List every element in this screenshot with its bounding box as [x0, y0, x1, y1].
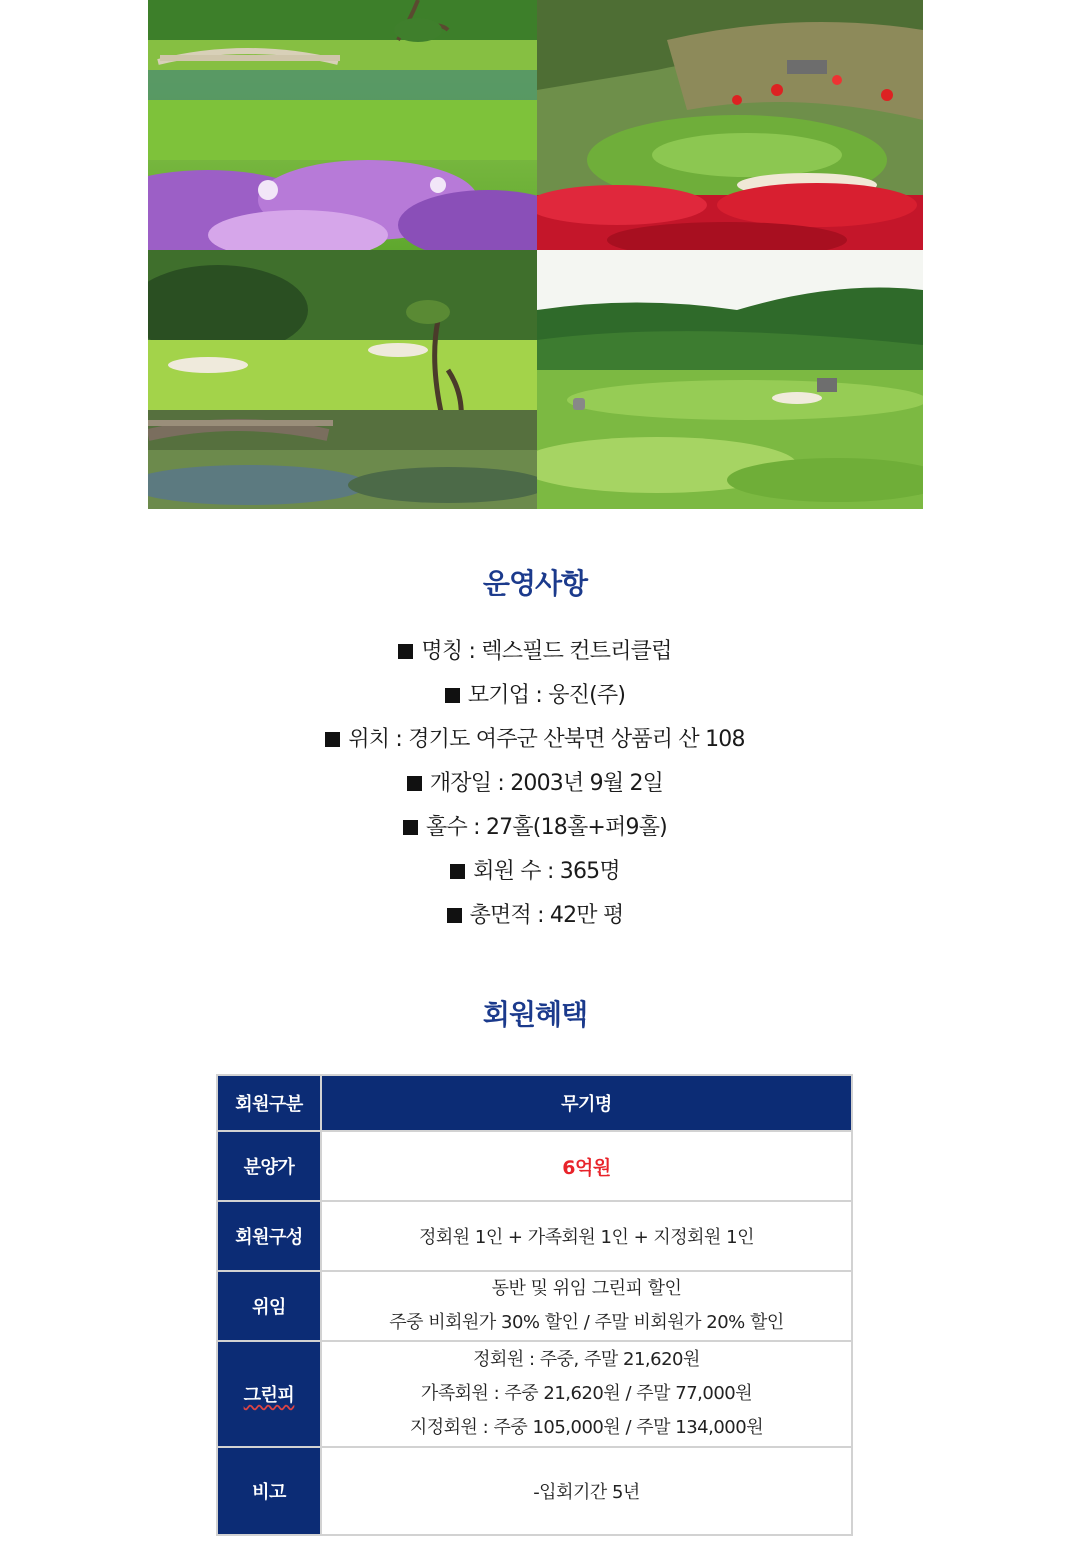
table-row [217, 1131, 852, 1201]
table-header-value: 무기명 [321, 1075, 852, 1131]
greenfee-cell [321, 1341, 852, 1447]
greenfee-line: 가족회원 : 주중 21,620원 / 주말 77,000원 [420, 1383, 753, 1404]
course-photo-bridge-azalea [148, 0, 537, 250]
delegation-line: 동반 및 위임 그린피 할인 [491, 1278, 682, 1299]
benefits-title: 회원혜택 [482, 998, 588, 1031]
list-item: 회원 수 : 365명 [0, 850, 1070, 894]
price-value: 6억원 [562, 1156, 611, 1179]
greenfee-line: 정회원 : 주중, 주말 21,620원 [473, 1349, 700, 1370]
table-row [217, 1201, 852, 1271]
table-header-label: 회원구분 [217, 1075, 321, 1131]
row-label: 그린피 [217, 1341, 321, 1447]
table-row [217, 1271, 852, 1341]
square-bullet-icon [447, 908, 462, 923]
table-row [217, 1447, 852, 1535]
operation-info-list [0, 630, 1070, 938]
delegation-cell [321, 1271, 852, 1341]
course-photo-fairway [537, 250, 923, 509]
square-bullet-icon [407, 776, 422, 791]
list-item: 위치 : 경기도 여주군 산북면 상품리 산 108 [0, 718, 1070, 762]
delegation-line: 주중 비회원가 30% 할인 / 주말 비회원가 20% 할인 [389, 1312, 784, 1333]
row-label: 위임 [217, 1271, 321, 1341]
note-value: -입회기간 5년 [321, 1447, 852, 1535]
list-item: 총면적 : 42만 평 [0, 894, 1070, 938]
price-cell [321, 1131, 852, 1201]
table-row [217, 1341, 852, 1447]
composition-value: 정회원 1인 + 가족회원 1인 + 지정회원 1인 [321, 1201, 852, 1271]
course-photo-stone-bridge [148, 250, 537, 509]
square-bullet-icon [403, 820, 418, 835]
list-item: 모기업 : 웅진(주) [0, 674, 1070, 718]
operation-title: 운영사항 [482, 567, 588, 600]
row-label: 분양가 [217, 1131, 321, 1201]
row-label: 회원구성 [217, 1201, 321, 1271]
list-item: 개장일 : 2003년 9월 2일 [0, 762, 1070, 806]
square-bullet-icon [450, 864, 465, 879]
square-bullet-icon [445, 688, 460, 703]
row-label: 비고 [217, 1447, 321, 1535]
table-row [217, 1075, 852, 1131]
list-item: 홀수 : 27홀(18홀+퍼9홀) [0, 806, 1070, 850]
square-bullet-icon [325, 732, 340, 747]
course-photo-green-red-azalea [537, 0, 923, 250]
square-bullet-icon [398, 644, 413, 659]
course-photo-grid [148, 0, 923, 509]
list-item: 명칭 : 렉스필드 컨트리클럽 [0, 630, 1070, 674]
greenfee-line: 지정회원 : 주중 105,000원 / 주말 134,000원 [409, 1417, 764, 1438]
benefits-table [216, 1074, 853, 1536]
